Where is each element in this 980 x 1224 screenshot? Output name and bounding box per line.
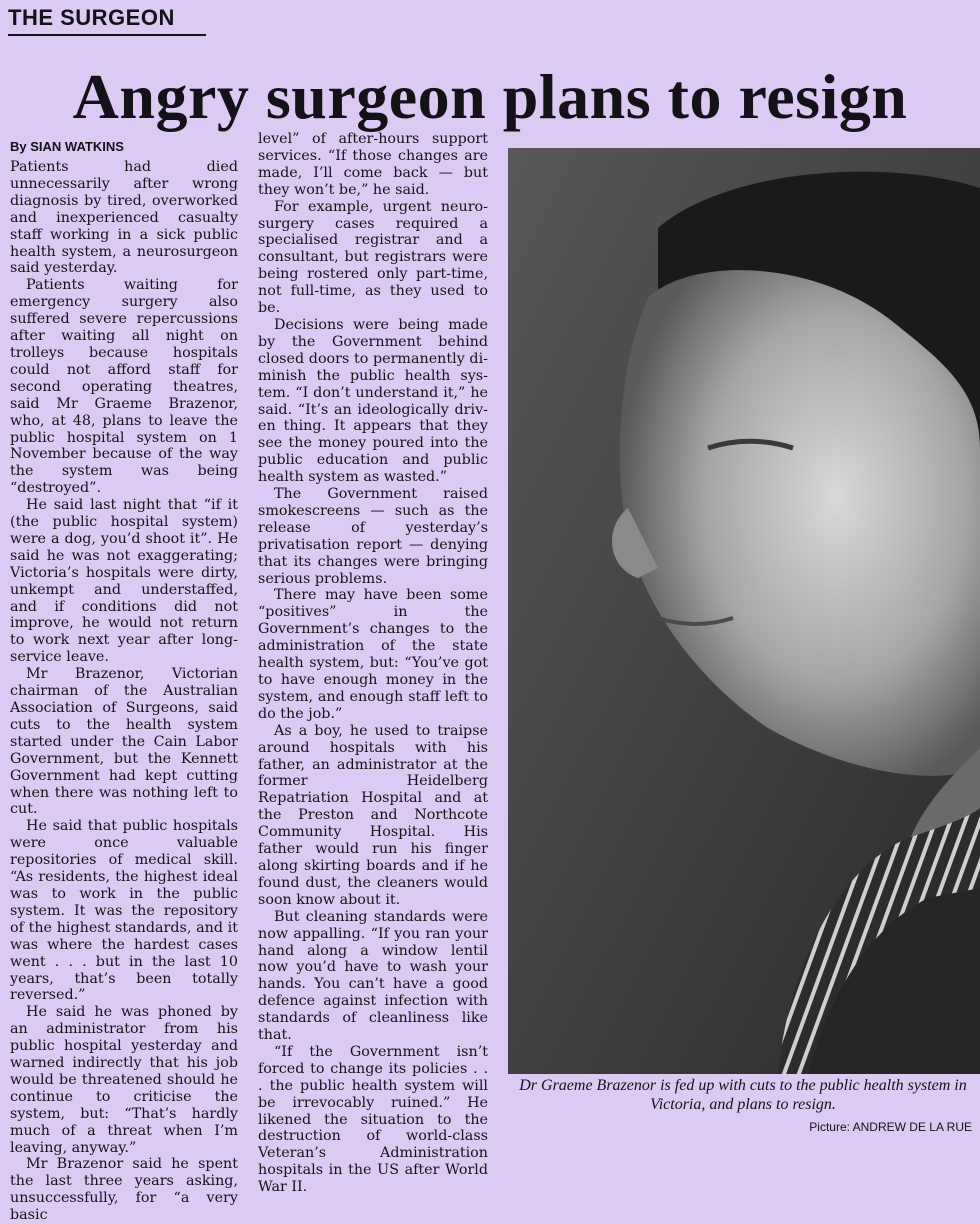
paragraph: Patients had died unnecessarily after wrong diagnosis by tired, overworked and inexperienced casualty staff working in a sick public health system, a neurosurgeon said yesterday. [10, 159, 238, 277]
portrait-illustration [508, 148, 980, 1074]
paragraph: Decisions were being made by the Government behind closed doors to permanently diminish the public health system. “I don’t understand it,” he said. “It’s an ideologically driven thing. It appears that they see the money poured into the public education and public health system as wasted.” [258, 316, 488, 486]
byline: By SIAN WATKINS [10, 139, 124, 154]
paragraph: As a boy, he used to traipse around hospitals with his father, an administrator at the former Heidelberg Repatriation Hospital and at the Preston and Northcote Community Hospital. His father would run his finger along skirting boards and if he found dust, the cleaners would soon know about it. [258, 722, 488, 908]
paragraph: He said that public hospitals were once valuable repositories of medical skill. “As residents, the highest ideal was to work in the public system. It was the repository of the highest standards, and it was where the hardest cases went . . . but in the last 10 years, that’s been totally reversed.” [10, 818, 238, 1004]
paragraph: For example, urgent neurosurgery cases required a specialised registrar and a consultant, but registrars were being rostered only part-time, not full-time, as they used to be. [258, 198, 488, 317]
paragraph: level” of after-hours support services. “If those changes are made, I’ll come back — but they won’t be,” he said. [258, 131, 488, 198]
paragraph: He said he was phoned by an administrator from his public hospital yesterday and warned indirectly that his job would be threatened should he continue to criticise the system, but: “That’s hardly much of a threat when I’m leaving, anyway.” [10, 1004, 238, 1156]
paragraph: He said last night that “if it (the public hospital system) were a dog, you’d shoot it”. He said he was not exaggerating; Victoria’s hospitals were dirty, unkempt and understaffed, and if conditions did not improve, he would not return to work next year after long-service leave. [10, 497, 238, 666]
paragraph: There may have been some “positives” in the Government’s changes to the administration of the state health system, but: “You’ve got to have enough money in the system, and enough staff left to do the job.” [258, 587, 488, 722]
section-label: THE SURGEON [8, 4, 206, 36]
photo-caption: Dr Graeme Brazenor is fed up with cuts to the public health system in Victoria, and plans to resign. [519, 1077, 967, 1113]
surgeon-photo [508, 148, 980, 1074]
paragraph: But cleaning standards were now appalling. “If you ran your hand along a window lentil now you’d have to wash your hands. You can’t have a good defence against infection with standards of cleanliness like that. [258, 908, 488, 1044]
photo-credit: Picture: ANDREW DE LA RUE [809, 1120, 972, 1134]
paragraph: Mr Brazenor said he spent the last three years asking, unsuccessfully, for “a very basic [10, 1156, 238, 1224]
paragraph: “If the Government isn’t forced to change its policies . . . the public health system will be irrevocably ruined.” He likened the situation to the destruction of world-class Veteran’s Administration hospitals in the US after World War II. [258, 1043, 488, 1196]
paragraph: Mr Brazenor, Victorian chairman of the Australian Association of Surgeons, said cuts to the health system started under the Cain Labor Government, but the Kennett Government had kept cutting when there was nothing left to cut. [10, 666, 238, 818]
headline: Angry surgeon plans to resign [72, 61, 908, 132]
paragraph: Patients waiting for emergency surgery also suffered severe repercussions after waiting all night on trolleys because hospitals could not afford staff for second operating theatres, said Mr Graeme Brazenor, who, at 48, plans to leave the public hospital system on 1 November because of the way the system was being “destroyed”. [10, 277, 238, 497]
article-column-1 [10, 159, 238, 1224]
paragraph: The Government raised smokescreens — such as the release of yesterday’s privatisation report — denying that its changes were bringing serious problems. [258, 486, 488, 587]
article-column-2 [258, 131, 488, 1196]
